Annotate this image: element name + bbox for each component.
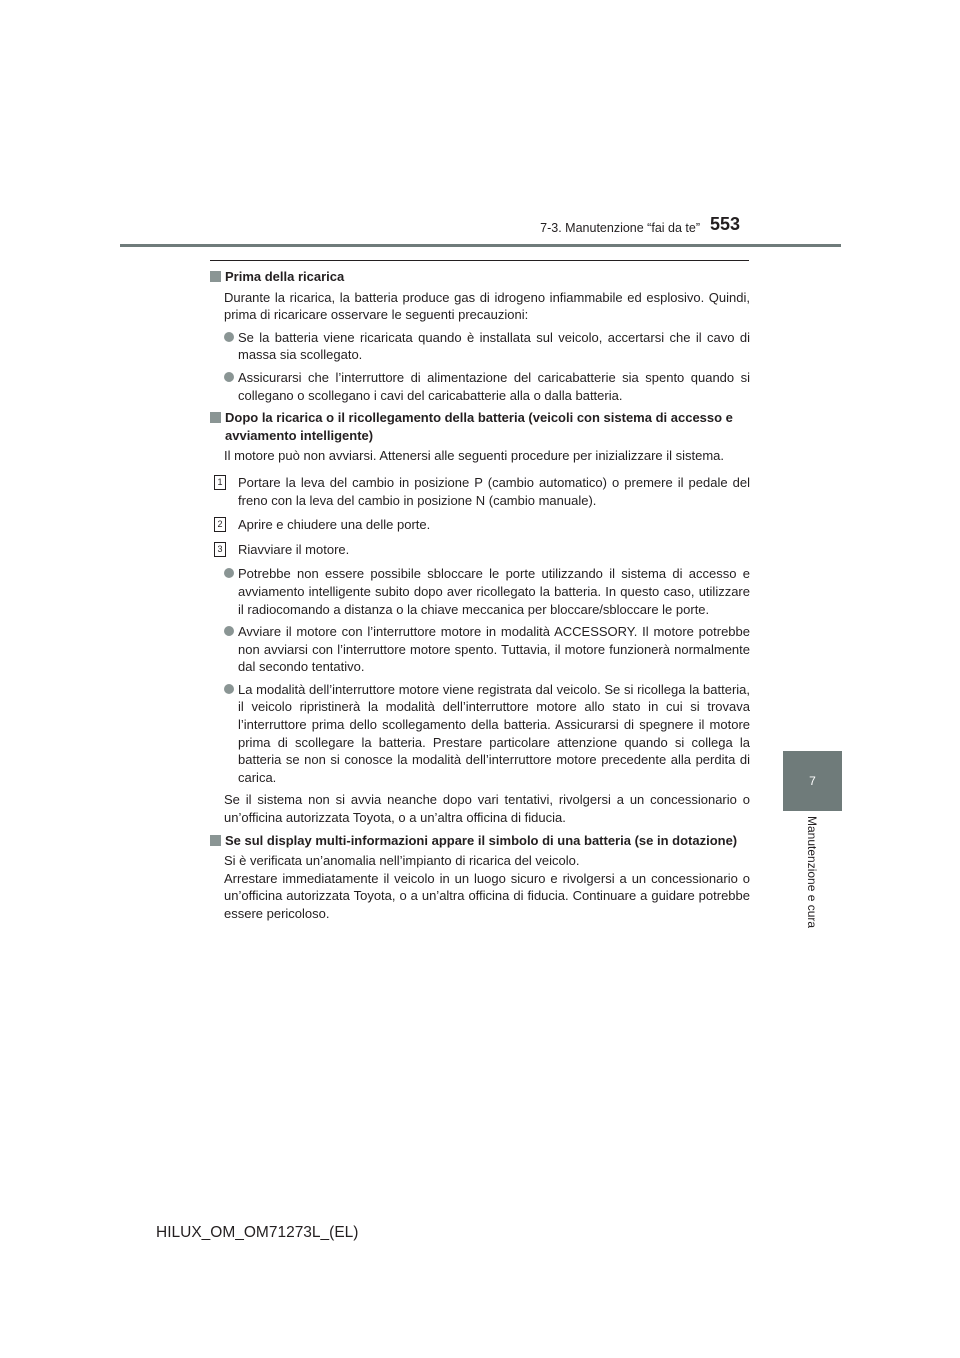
list-item — [210, 681, 750, 787]
chapter-label: Manutenzione e cura — [805, 816, 819, 929]
list-item-text: Potrebbe non essere possibile sbloccare le porte utilizzando il sistema di accesso e avviamento intelligente subito dopo aver ricollegato la batteria. In questo caso, utilizzare il radiocomando a distanza o la chiave meccanica per bloccare/sbloccare le porte. — [238, 566, 750, 617]
square-bullet-icon — [210, 835, 221, 846]
square-bullet-icon — [210, 271, 221, 282]
step-text: Riavviare il motore. — [238, 541, 350, 557]
circle-bullet-icon — [224, 568, 234, 578]
list-item-text: La modalità dell’interruttore motore viene registrata dal veicolo. Se si ricollega la batteria, il veicolo ripristinerà la modalità dell’interruttore motore allo stato in cui si trovava l’interruttore prima dello scollegamento della batteria. Assicurarsi di spegnere il motore prima di scollegare la batteria. Prestare particolare attenzione quando si collega la batteria se non si conosce la modalità dell’interruttore motore precedente alla perdita di carica. — [238, 681, 750, 785]
list-item — [210, 623, 750, 676]
paragraph: Si è verificata un’anomalia nell’impianto di ricarica del veicolo. — [224, 853, 580, 869]
content-top-rule — [210, 260, 749, 261]
circle-bullet-icon — [224, 684, 234, 694]
step-text: Portare la leva del cambio in posizione P (cambio automatico) o premere il pedale del freno con la leva del cambio in posizione N (cambio manuale). — [238, 474, 750, 508]
circle-bullet-icon — [224, 332, 234, 342]
list-item-text: Avviare il motore con l’interruttore motore in modalità ACCESSORY. Il motore potrebbe non avviarsi con l’interruttore motore spento. Tuttavia, il motore funzionerà normalmente dal secondo tentativo. — [238, 624, 750, 675]
heading-text: Dopo la ricarica o il ricollegamento della batteria (veicoli con sistema di accesso e avviamento intelligente) — [225, 410, 733, 443]
paragraph: Se il sistema non si avvia neanche dopo vari tentativi, rivolgersi a un concessionario o un’officina autorizzata Toyota, o a un’altra officina di fiducia. — [224, 792, 750, 826]
header-rule — [120, 244, 841, 247]
paragraph: Durante la ricarica, la batteria produce gas di idrogeno infiammabile ed esplosivo. Quindi, prima di ricaricare osservare le seguenti precauzioni: — [224, 289, 750, 323]
step-number: 3 — [214, 542, 226, 557]
section-title: 7-3. Manutenzione “fai da te” — [540, 221, 700, 235]
paragraph: Il motore può non avviarsi. Attenersi alle seguenti procedure per inizializzare il sistema. — [224, 448, 725, 464]
page-content — [210, 268, 750, 928]
heading-text: Se sul display multi-informazioni appare il simbolo di una batteria (se in dotazione) — [225, 832, 738, 848]
chapter-number: 7 — [809, 774, 816, 788]
step-item — [210, 541, 750, 559]
circle-bullet-icon — [224, 626, 234, 636]
paragraph: Arrestare immediatamente il veicolo in un luogo sicuro e rivolgersi a un concessionario o un’officina autorizzata Toyota, o a un’altra officina di fiducia. Continuare a guidare potrebbe essere pericoloso. — [224, 870, 750, 921]
chapter-tab — [783, 751, 842, 811]
list-item-text: Assicurarsi che l’interruttore di alimentazione del caricabatterie sia spento quando si collegano o scollegano i cavi del caricabatterie alla o dalla batteria. — [238, 369, 750, 403]
page-number: 553 — [710, 214, 741, 234]
section-heading — [210, 409, 750, 444]
step-number: 1 — [214, 475, 226, 490]
step-item — [210, 474, 750, 509]
list-item — [210, 565, 750, 618]
list-item — [210, 329, 750, 364]
heading-text: Prima della ricarica — [225, 269, 345, 284]
step-item — [210, 516, 750, 534]
list-item — [210, 369, 750, 404]
document-code: HILUX_OM_OM71273L_(EL) — [156, 1224, 359, 1241]
list-item-text: Se la batteria viene ricaricata quando è installata sul veicolo, accertarsi che il cavo di massa sia scollegato. — [238, 329, 750, 363]
square-bullet-icon — [210, 412, 221, 423]
step-text: Aprire e chiudere una delle porte. — [238, 517, 431, 533]
step-number: 2 — [214, 517, 226, 532]
circle-bullet-icon — [224, 372, 234, 382]
section-heading — [210, 832, 750, 850]
section-heading — [210, 268, 750, 286]
